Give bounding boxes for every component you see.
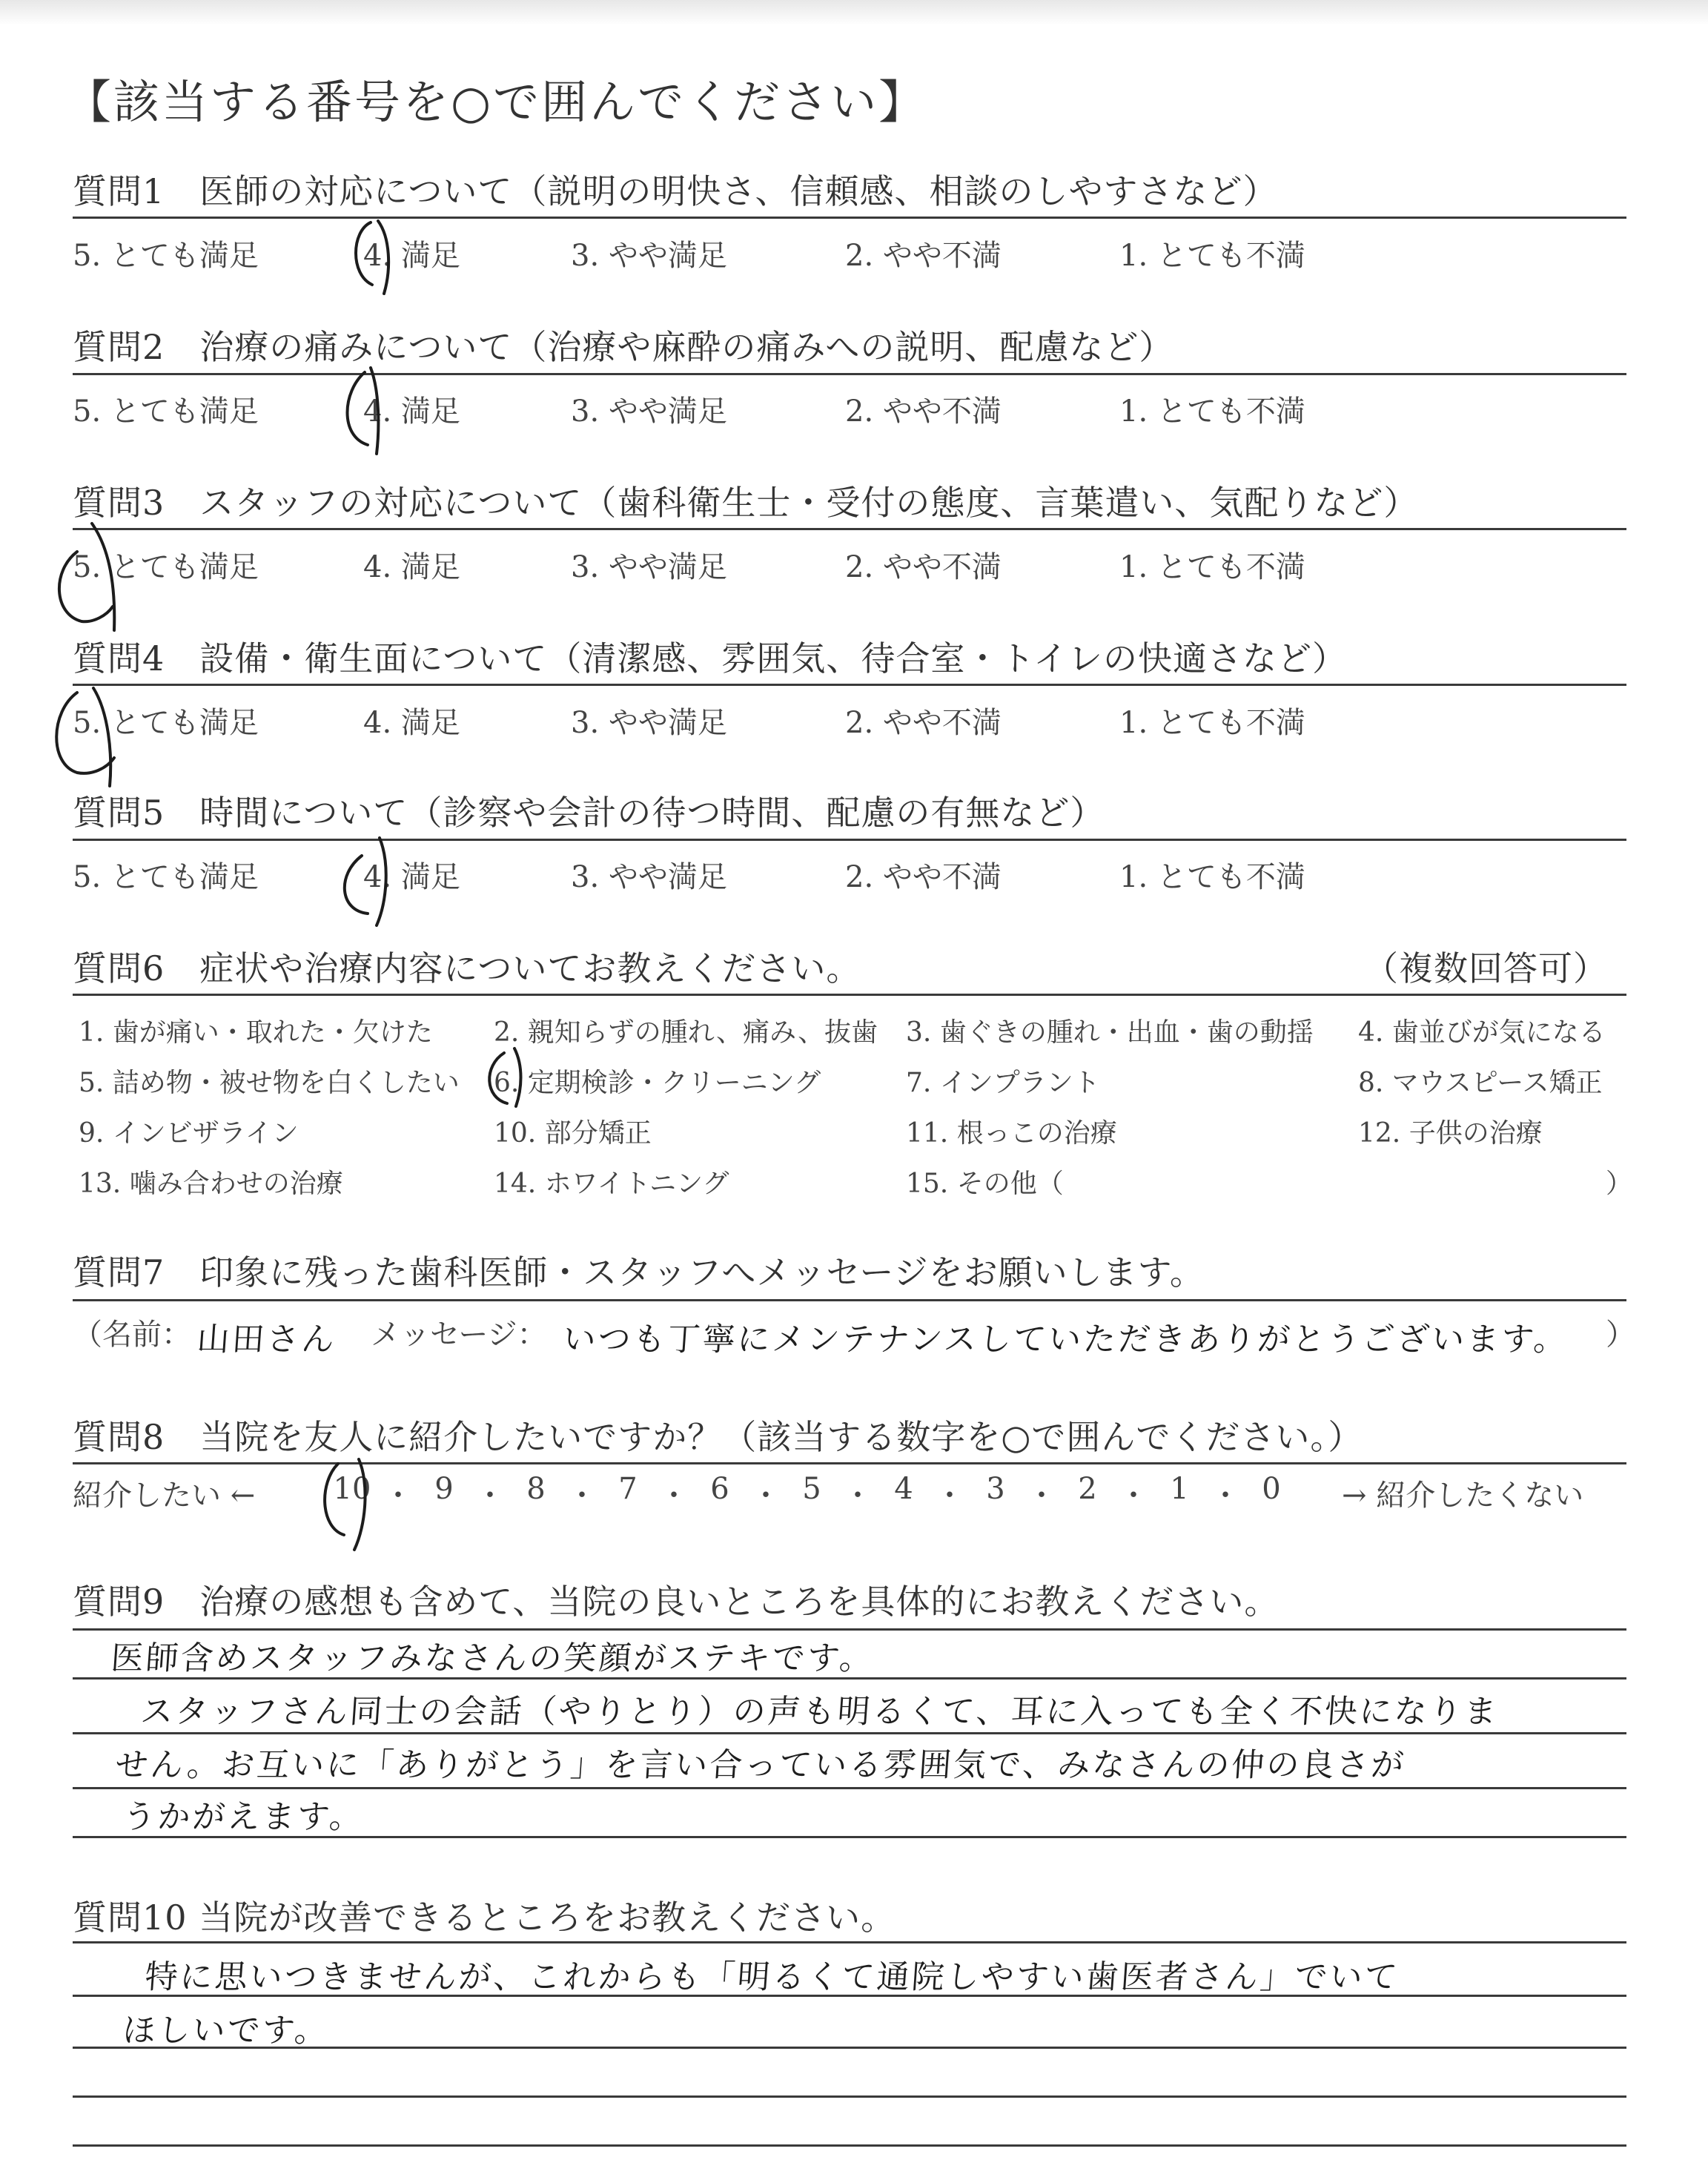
q4-option-4[interactable]: 4. 満足 <box>363 706 460 740</box>
q2-option-1[interactable]: 1. とても不満 <box>1119 394 1305 429</box>
q3-option-4[interactable]: 4. 満足 <box>363 550 460 584</box>
q8-scale-separator: ・ <box>475 1479 505 1513</box>
q1-option-1[interactable]: 1. とても不満 <box>1119 239 1305 273</box>
q5-rule <box>73 839 1626 841</box>
q9-answer-line-2[interactable]: スタッフさん同士の会話（やりとり）の声も明るくて、耳に入っても全く不快になりま <box>139 1693 1500 1731</box>
q8-scale-value-4[interactable]: 4 <box>894 1472 913 1506</box>
q6-option-9[interactable]: 9. インビザライン <box>79 1118 299 1149</box>
q9-rule-3 <box>73 1732 1626 1734</box>
q7-title: 質問7 印象に残った歯科医師・スタッフへメッセージをお願いします。 <box>73 1252 1205 1292</box>
q8-left-label: 紹介したい ← <box>73 1479 256 1513</box>
q7-name-value[interactable]: 山田さん <box>195 1321 338 1358</box>
q8-scale-value-9[interactable]: 9 <box>434 1472 454 1506</box>
q6-option-2[interactable]: 2. 親知らずの腫れ、痛み、抜歯 <box>494 1017 878 1048</box>
q2-option-2[interactable]: 2. やや不満 <box>845 394 1002 429</box>
q8-scale-value-5[interactable]: 5 <box>802 1472 821 1506</box>
q3-option-3[interactable]: 3. やや満足 <box>571 550 727 584</box>
q8-scale-value-3[interactable]: 3 <box>986 1472 1005 1506</box>
q1-rule <box>73 217 1626 219</box>
q6-option-6[interactable]: 6. 定期検診・クリーニング <box>494 1068 821 1098</box>
q9-rule-4 <box>73 1787 1626 1789</box>
q5-title: 質問5 時間について（診察や会計の待つ時間、配慮の有無など） <box>73 793 1105 833</box>
q5-option-4[interactable]: 4. 満足 <box>363 860 460 894</box>
q8-scale-separator: ・ <box>567 1479 597 1513</box>
q6-option-3[interactable]: 3. 歯ぐきの腫れ・出血・歯の動揺 <box>906 1017 1314 1048</box>
q7-close-paren: ） <box>1606 1318 1635 1352</box>
q8-scale-separator: ・ <box>1119 1479 1148 1513</box>
q2-option-5[interactable]: 5. とても満足 <box>73 394 259 429</box>
q8-scale-value-10[interactable]: 10 <box>333 1472 371 1506</box>
q6-option-5[interactable]: 5. 詰め物・被せ物を白くしたい <box>79 1068 460 1098</box>
q1-option-3[interactable]: 3. やや満足 <box>571 239 727 273</box>
q4-option-3[interactable]: 3. やや満足 <box>571 706 727 740</box>
q6-option-7[interactable]: 7. インプラント <box>906 1068 1100 1098</box>
q8-scale-value-1[interactable]: 1 <box>1170 1472 1189 1506</box>
q8-title: 質問8 当院を友人に紹介したいですか？（該当する数字を○で囲んでください。） <box>73 1417 1363 1457</box>
q10-rule-1 <box>73 1941 1626 1943</box>
q2-rule <box>73 373 1626 375</box>
q8-scale-value-7[interactable]: 7 <box>618 1472 638 1506</box>
page-title: 【該当する番号を○で囲んでください】 <box>65 75 927 129</box>
q6-option-8[interactable]: 8. マウスピース矯正 <box>1358 1068 1603 1098</box>
q8-scale-value-6[interactable]: 6 <box>710 1472 729 1506</box>
q6-title: 質問6 症状や治療内容についてお教えください。 <box>73 948 861 988</box>
q5-option-3[interactable]: 3. やや満足 <box>571 860 727 894</box>
q3-rule <box>73 528 1626 530</box>
q10-rule-4 <box>73 2095 1626 2098</box>
q6-other-close: ） <box>1606 1169 1633 1199</box>
q2-option-3[interactable]: 3. やや満足 <box>571 394 727 429</box>
q4-option-1[interactable]: 1. とても不満 <box>1119 706 1305 740</box>
q8-scale-value-0[interactable]: 0 <box>1262 1472 1281 1506</box>
q8-scale-separator: ・ <box>843 1479 873 1513</box>
q9-answer-line-4[interactable]: うかがえます。 <box>121 1798 365 1836</box>
q6-option-12[interactable]: 12. 子供の治療 <box>1358 1118 1543 1149</box>
q8-scale-separator: ・ <box>1211 1479 1240 1513</box>
q9-answer-line-1[interactable]: 医師含めスタッフみなさんの笑顔がステキです。 <box>109 1639 876 1677</box>
q8-scale-value-2[interactable]: 2 <box>1078 1472 1097 1506</box>
q1-option-2[interactable]: 2. やや不満 <box>845 239 1002 273</box>
q2-title: 質問2 治療の痛みについて（治療や麻酔の痛みへの説明、配慮など） <box>73 327 1174 367</box>
q6-option-4[interactable]: 4. 歯並びが気になる <box>1358 1017 1606 1048</box>
q3-title: 質問3 スタッフの対応について（歯科衛生士・受付の態度、言葉遣い、気配りなど） <box>73 483 1419 523</box>
q4-title: 質問4 設備・衛生面について（清潔感、雰囲気、待合室・トイレの快適さなど） <box>73 638 1348 678</box>
q3-option-1[interactable]: 1. とても不満 <box>1119 550 1305 584</box>
q2-option-4[interactable]: 4. 満足 <box>363 394 460 429</box>
q5-option-2[interactable]: 2. やや不満 <box>845 860 1002 894</box>
q8-right-label: → 紹介したくない <box>1342 1479 1584 1513</box>
q4-option-5[interactable]: 5. とても満足 <box>73 706 259 740</box>
q6-rule <box>73 994 1626 996</box>
q1-title: 質問1 医師の対応について（説明の明快さ、信頼感、相談のしやすさなど） <box>73 171 1278 211</box>
q10-rule-5 <box>73 2144 1626 2147</box>
q3-option-5[interactable]: 5. とても満足 <box>73 550 259 584</box>
q4-option-2[interactable]: 2. やや不満 <box>845 706 1002 740</box>
q6-option-10[interactable]: 10. 部分矯正 <box>494 1118 652 1149</box>
q8-scale <box>329 1472 1294 1514</box>
q9-title: 質問9 治療の感想も含めて、当院の良いところを具体的にお教えください。 <box>73 1582 1280 1622</box>
q10-title: 質問10 当院が改善できるところをお教えください。 <box>73 1898 896 1938</box>
q8-scale-separator: ・ <box>1027 1479 1056 1513</box>
q4-rule <box>73 684 1626 686</box>
q7-rule <box>73 1299 1626 1301</box>
q8-scale-separator: ・ <box>383 1479 413 1513</box>
q9-rule-1 <box>73 1628 1626 1631</box>
q6-note: （複数回答可） <box>1364 948 1608 988</box>
q10-answer-line-1[interactable]: 特に思いつきませんが、これからも「明るくて通院しやすい歯医者さん」でいて <box>143 1958 1401 1996</box>
q1-option-5[interactable]: 5. とても満足 <box>73 239 259 273</box>
q5-option-1[interactable]: 1. とても不満 <box>1119 860 1305 894</box>
q7-name-label: （名前： <box>73 1318 191 1352</box>
q10-answer-line-2[interactable]: ほしいです。 <box>121 2012 331 2050</box>
q8-rule <box>73 1462 1626 1464</box>
q8-scale-separator: ・ <box>751 1479 781 1513</box>
q3-option-2[interactable]: 2. やや不満 <box>845 550 1002 584</box>
q1-option-4[interactable]: 4. 満足 <box>363 239 460 273</box>
q6-option-14[interactable]: 14. ホワイトニング <box>494 1169 729 1199</box>
q7-message-label: メッセージ： <box>371 1318 547 1352</box>
q8-scale-separator: ・ <box>659 1479 689 1513</box>
q6-option-1[interactable]: 1. 歯が痛い・取れた・欠けた <box>79 1017 433 1048</box>
q7-message-value[interactable]: いつも丁寧にメンテナンスしていただきありがとうございます。 <box>561 1321 1570 1358</box>
scan-shadow <box>0 0 1708 25</box>
q8-scale-value-8[interactable]: 8 <box>526 1472 546 1506</box>
q9-answer-line-3[interactable]: せん。お互いに「ありがとう」を言い合っている雰囲気で、みなさんの仲の良さが <box>113 1746 1408 1784</box>
q6-option-11[interactable]: 11. 根っこの治療 <box>906 1118 1117 1149</box>
q5-option-5[interactable]: 5. とても満足 <box>73 860 259 894</box>
q6-option-15[interactable]: 15. その他（ <box>906 1169 1064 1199</box>
q6-option-13[interactable]: 13. 噛み合わせの治療 <box>79 1169 343 1199</box>
q8-scale-separator: ・ <box>935 1479 964 1513</box>
